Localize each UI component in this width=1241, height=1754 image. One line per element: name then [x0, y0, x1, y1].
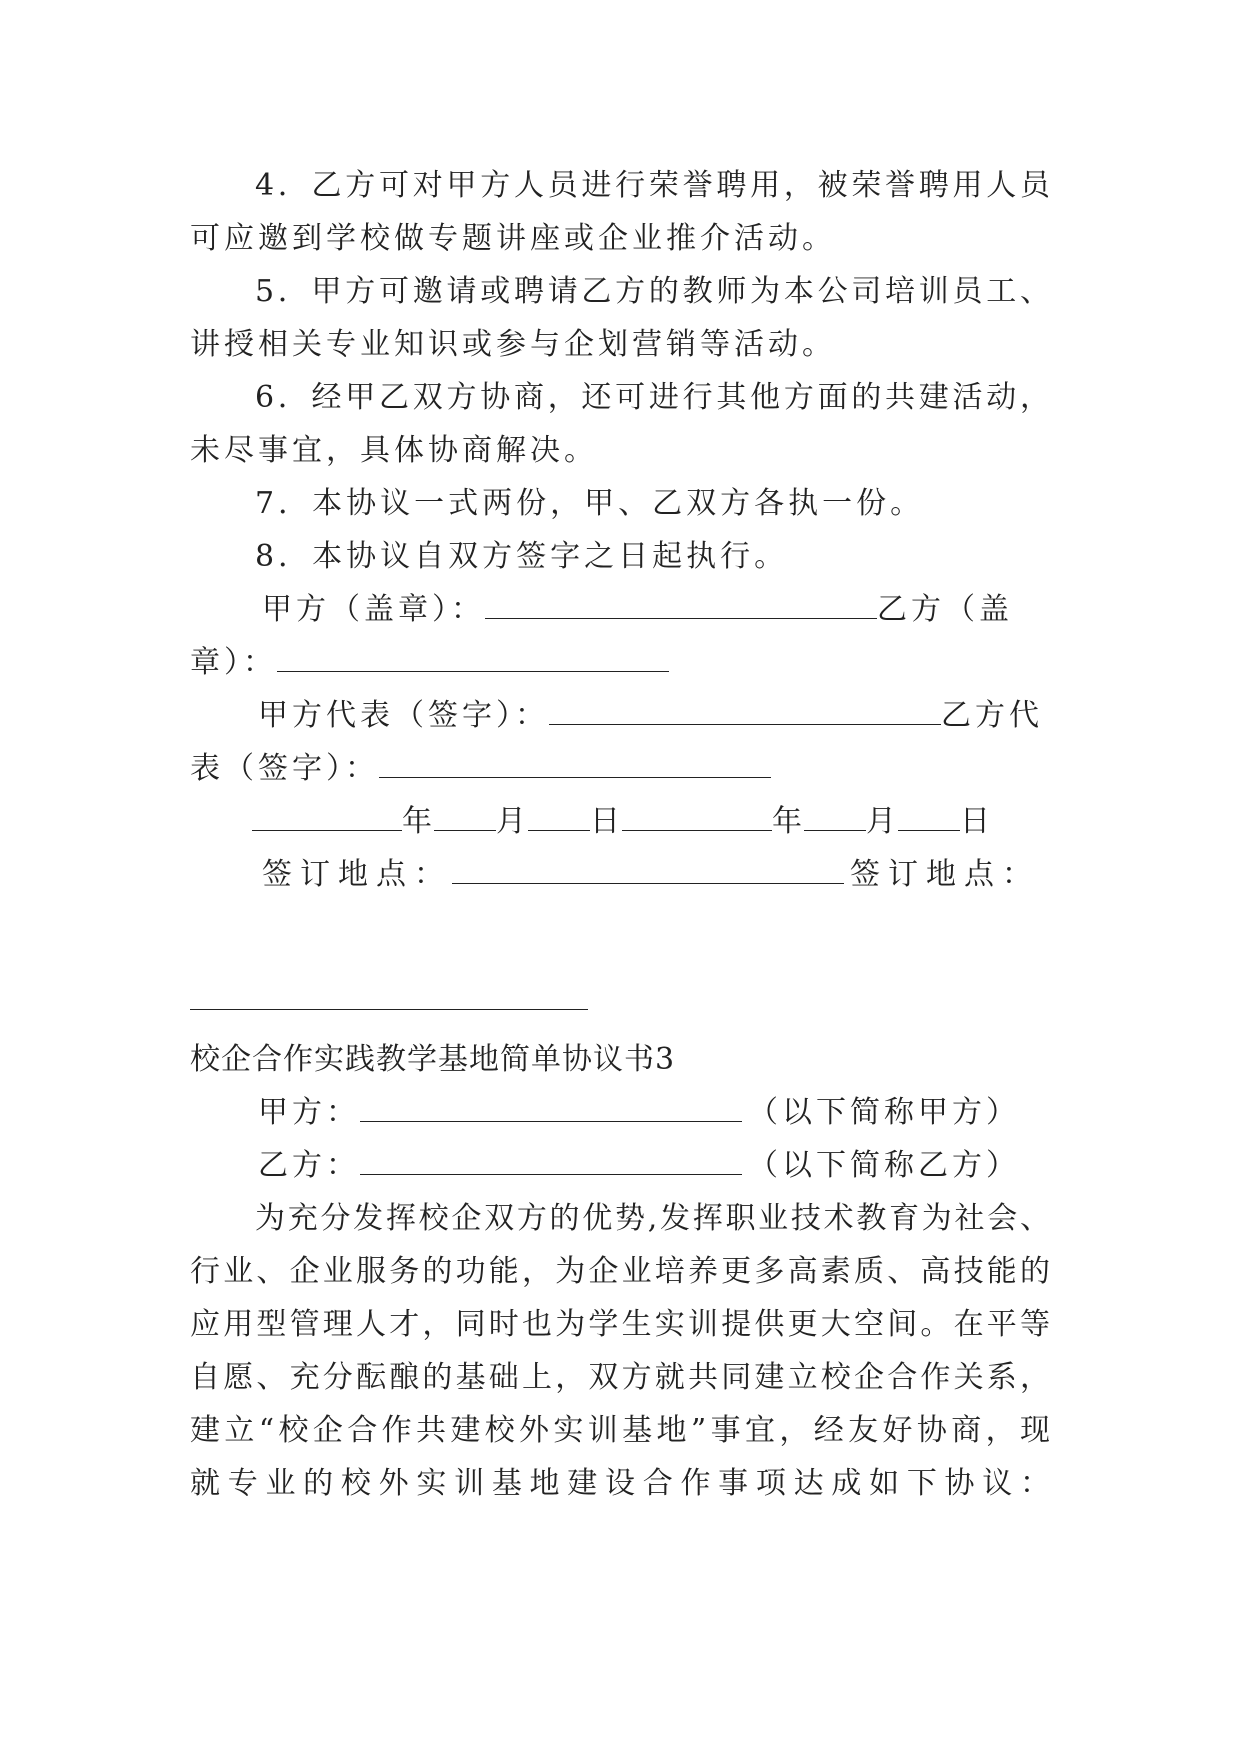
- rep-line-2: [190, 749, 1050, 789]
- section-3-title: 校企合作实践教学基地简单协议书3: [190, 1042, 676, 1077]
- party-a-year-blank: [252, 802, 402, 831]
- preamble-line-5: 建立“校企合作共建校外实训基地”事宜，经友好协商，现: [190, 1413, 1050, 1448]
- party-b-note: （以下简称乙方）: [748, 1148, 1020, 1183]
- party-b-label: 乙方：: [258, 1148, 360, 1183]
- party-a-rep-label: 甲方代表（签字）：: [258, 698, 549, 733]
- preamble-line-2: 行业、企业服务的功能，为企业培养更多高素质、高技能的: [190, 1254, 1050, 1289]
- party-b-month-blank: [804, 802, 866, 831]
- party-b-day-blank: [898, 802, 960, 831]
- clause-6-line-1: 6．经甲乙双方协商，还可进行其他方面的共建活动，: [255, 380, 1050, 415]
- party-b-seal-blank: [277, 643, 669, 672]
- party-b-name-blank: [360, 1146, 742, 1175]
- party-a-label: 甲方：: [258, 1095, 360, 1130]
- party-a-seal-blank: [485, 590, 877, 619]
- preamble-line-6: 就专业的校外实训基地建设合作事项达成如下协议：: [190, 1466, 1050, 1501]
- preamble-line-1: 为充分发挥校企双方的优势,发挥职业技术教育为社会、: [255, 1201, 1050, 1236]
- party-a-place-blank: [452, 855, 844, 884]
- party-a-note: （以下简称甲方）: [748, 1095, 1020, 1130]
- clause-4-line-2: 可应邀到学校做专题讲座或企业推介活动。: [190, 221, 836, 256]
- party-b-rep-blank: [379, 749, 771, 778]
- party-a-year-label: 年: [402, 804, 434, 839]
- party-b-seal-label-part1: 乙方（盖: [877, 592, 1013, 627]
- party-a-place-label: 签订地点：: [262, 857, 452, 892]
- party-b-year-label: 年: [772, 804, 804, 839]
- party-b-year-blank: [622, 802, 772, 831]
- party-b-line: [258, 1146, 1118, 1186]
- party-a-month-blank: [434, 802, 496, 831]
- clause-7: 7．本协议一式两份，甲、乙双方各执一份。: [255, 486, 925, 521]
- party-a-day-blank: [528, 802, 590, 831]
- date-line: [252, 802, 1112, 842]
- party-b-seal-label-part2: 章）：: [190, 645, 277, 680]
- clause-8: 8．本协议自双方签字之日起执行。: [255, 539, 789, 574]
- party-a-line: [258, 1093, 1118, 1133]
- party-a-rep-blank: [549, 696, 941, 725]
- party-a-day-label: 日: [590, 804, 622, 839]
- party-b-rep-label-part2: 表（签字）：: [190, 751, 379, 786]
- party-b-place-blank: [190, 1009, 588, 1010]
- party-b-month-label: 月: [866, 804, 898, 839]
- party-a-month-label: 月: [496, 804, 528, 839]
- party-a-name-blank: [360, 1093, 742, 1122]
- clause-4-line-1: 4．乙方可对甲方人员进行荣誉聘用，被荣誉聘用人员: [255, 168, 1050, 203]
- preamble-line-3: 应用型管理人才，同时也为学生实训提供更大空间。在平等: [190, 1307, 1050, 1342]
- seal-line-2: [190, 643, 1050, 683]
- party-a-seal-label: 甲方（盖章）：: [262, 592, 485, 627]
- party-b-place-label: 签订地点：: [850, 857, 1040, 892]
- clause-5-line-1: 5．甲方可邀请或聘请乙方的教师为本公司培训员工、: [255, 274, 1050, 309]
- preamble-line-4: 自愿、充分酝酿的基础上，双方就共同建立校企合作关系，: [190, 1360, 1050, 1395]
- clause-5-line-2: 讲授相关专业知识或参与企划营销等活动。: [190, 327, 836, 362]
- rep-line: [258, 696, 1118, 736]
- party-b-rep-label-part1: 乙方代: [941, 698, 1043, 733]
- seal-line: [262, 590, 1050, 630]
- party-b-day-label: 日: [960, 804, 992, 839]
- clause-6-line-2: 未尽事宜，具体协商解决。: [190, 433, 598, 468]
- place-line: [262, 855, 1122, 895]
